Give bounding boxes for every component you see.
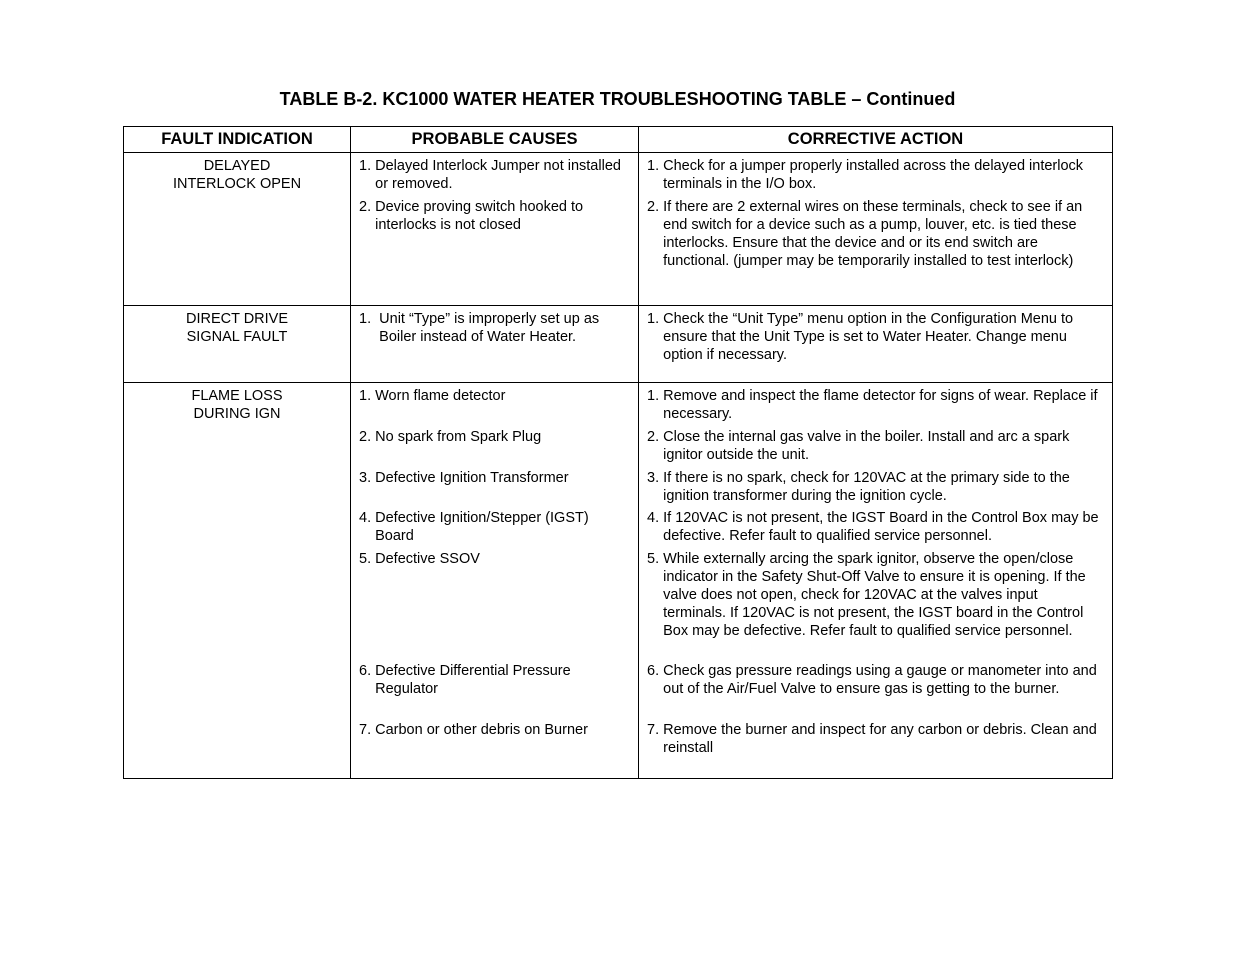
fault-indication-cell [124, 383, 351, 779]
fault-line: INTERLOCK OPEN [172, 176, 302, 192]
action-item [647, 198, 1104, 270]
item-number: 3. [647, 470, 664, 486]
cause-item [359, 157, 630, 193]
corrective-action-cell [639, 383, 1113, 779]
item-text: Defective SSOV [375, 551, 480, 567]
table-row [124, 153, 1113, 306]
fault-line: DELAYED [203, 158, 271, 174]
action-item [647, 387, 1104, 428]
cause-item [359, 550, 630, 662]
item-text: Defective Ignition/Stepper (IGST) Board [375, 510, 589, 544]
action-item [647, 310, 1104, 364]
item-number: 4. [359, 510, 376, 526]
item-number: 1. [647, 311, 664, 327]
header-corrective-action: CORRECTIVE ACTION [639, 127, 1113, 153]
item-number: 4. [647, 510, 664, 526]
cause-item [359, 198, 630, 234]
header-probable-causes: PROBABLE CAUSES [351, 127, 639, 153]
cause-item [359, 509, 630, 550]
fault-line: FLAME LOSS [191, 388, 283, 404]
item-number: 5. [647, 551, 664, 567]
item-text: Remove the burner and inspect for any carbon or debris. Clean and reinstall [663, 722, 1097, 756]
cause-item [359, 662, 630, 721]
item-text: Delayed Interlock Jumper not installed or removed. [375, 158, 621, 192]
item-number: 2. [647, 199, 664, 215]
action-item [647, 469, 1104, 509]
cause-item [359, 387, 630, 428]
item-number: 3. [359, 470, 376, 486]
item-text: Defective Differential Pressure Regulator [375, 663, 571, 697]
action-item [647, 662, 1104, 721]
table-row [124, 383, 1113, 779]
action-item [647, 428, 1104, 469]
item-number: 2. [647, 429, 664, 445]
header-fault-indication: FAULT INDICATION [124, 127, 351, 153]
probable-causes-cell [351, 153, 639, 306]
table-title: TABLE B-2. KC1000 WATER HEATER TROUBLESHOOTING TABLE – Continued [279, 89, 956, 109]
item-text: Close the internal gas valve in the boiler. Install and arc a spark ignitor outside the unit. [663, 429, 1070, 463]
fault-line: DURING IGN [193, 406, 281, 422]
table-row [124, 306, 1113, 383]
item-text: Check gas pressure readings using a gauge or manometer into and out of the Air/Fuel Valve to ensure gas is getting to the burner. [663, 663, 1097, 697]
troubleshooting-table [123, 126, 1113, 779]
item-text: Defective Ignition Transformer [375, 470, 569, 486]
item-number: 1. [647, 158, 664, 174]
corrective-action-cell [639, 153, 1113, 306]
action-item [647, 509, 1104, 550]
item-number: 7. [359, 722, 376, 738]
probable-causes-cell [351, 383, 639, 779]
item-number: 1. [647, 388, 664, 404]
item-number: 1. [359, 388, 376, 404]
cause-item [359, 721, 630, 739]
item-text: Carbon or other debris on Burner [375, 722, 588, 738]
item-text: If 120VAC is not present, the IGST Board in the Control Box may be defective. Refer fault to qualified service personnel. [663, 510, 1099, 544]
item-text: If there is no spark, check for 120VAC at the primary side to the ignition transformer during the ignition cycle. [663, 470, 1070, 504]
item-text: Unit “Type” is improperly set up as Boiler instead of Water Heater. [379, 311, 600, 345]
fault-line: SIGNAL FAULT [186, 329, 288, 345]
action-item [647, 550, 1104, 662]
item-text: Check the “Unit Type” menu option in the Configuration Menu to ensure that the Unit Type is set to Water Heater. Change menu option if necessary. [663, 311, 1074, 363]
item-text: Check for a jumper properly installed across the delayed interlock terminals in the I/O box. [663, 158, 1084, 192]
item-number: 5. [359, 551, 376, 567]
item-text: Device proving switch hooked to interlocks is not closed [375, 199, 584, 233]
item-text: While externally arcing the spark ignitor, observe the open/close indicator in the Safety Shut-Off Valve to ensure it is opening. If the valve does not open, check for 120VAC at the valves input terminals. If 120VAC is not present, the IGST board in the Control Box may be defective. Refer fault to qualified service personnel. [663, 551, 1086, 639]
fault-indication-cell [124, 153, 351, 306]
item-text: No spark from Spark Plug [375, 429, 542, 445]
corrective-action-cell [639, 306, 1113, 383]
item-text: Worn flame detector [375, 388, 506, 404]
cause-item [359, 428, 630, 469]
fault-indication-cell [124, 306, 351, 383]
item-number: 1. [359, 311, 380, 327]
header-row [124, 127, 1113, 153]
action-item [647, 157, 1104, 193]
item-number: 6. [647, 663, 664, 679]
item-number: 6. [359, 663, 376, 679]
item-text: Remove and inspect the flame detector for signs of wear. Replace if necessary. [663, 388, 1098, 422]
item-number: 7. [647, 722, 664, 738]
item-number: 2. [359, 199, 376, 215]
cause-item [359, 310, 630, 346]
fault-line: DIRECT DRIVE [185, 311, 289, 327]
action-item [647, 721, 1104, 757]
probable-causes-cell [351, 306, 639, 383]
item-number: 1. [359, 158, 376, 174]
cause-item [359, 469, 630, 509]
item-number: 2. [359, 429, 376, 445]
item-text: If there are 2 external wires on these terminals, check to see if an end switch for a device such as a pump, louver, etc. is tied these interlocks. Ensure that the device and or its end switch are functional. (jumper may be temporarily installed to test interlock) [663, 199, 1083, 269]
